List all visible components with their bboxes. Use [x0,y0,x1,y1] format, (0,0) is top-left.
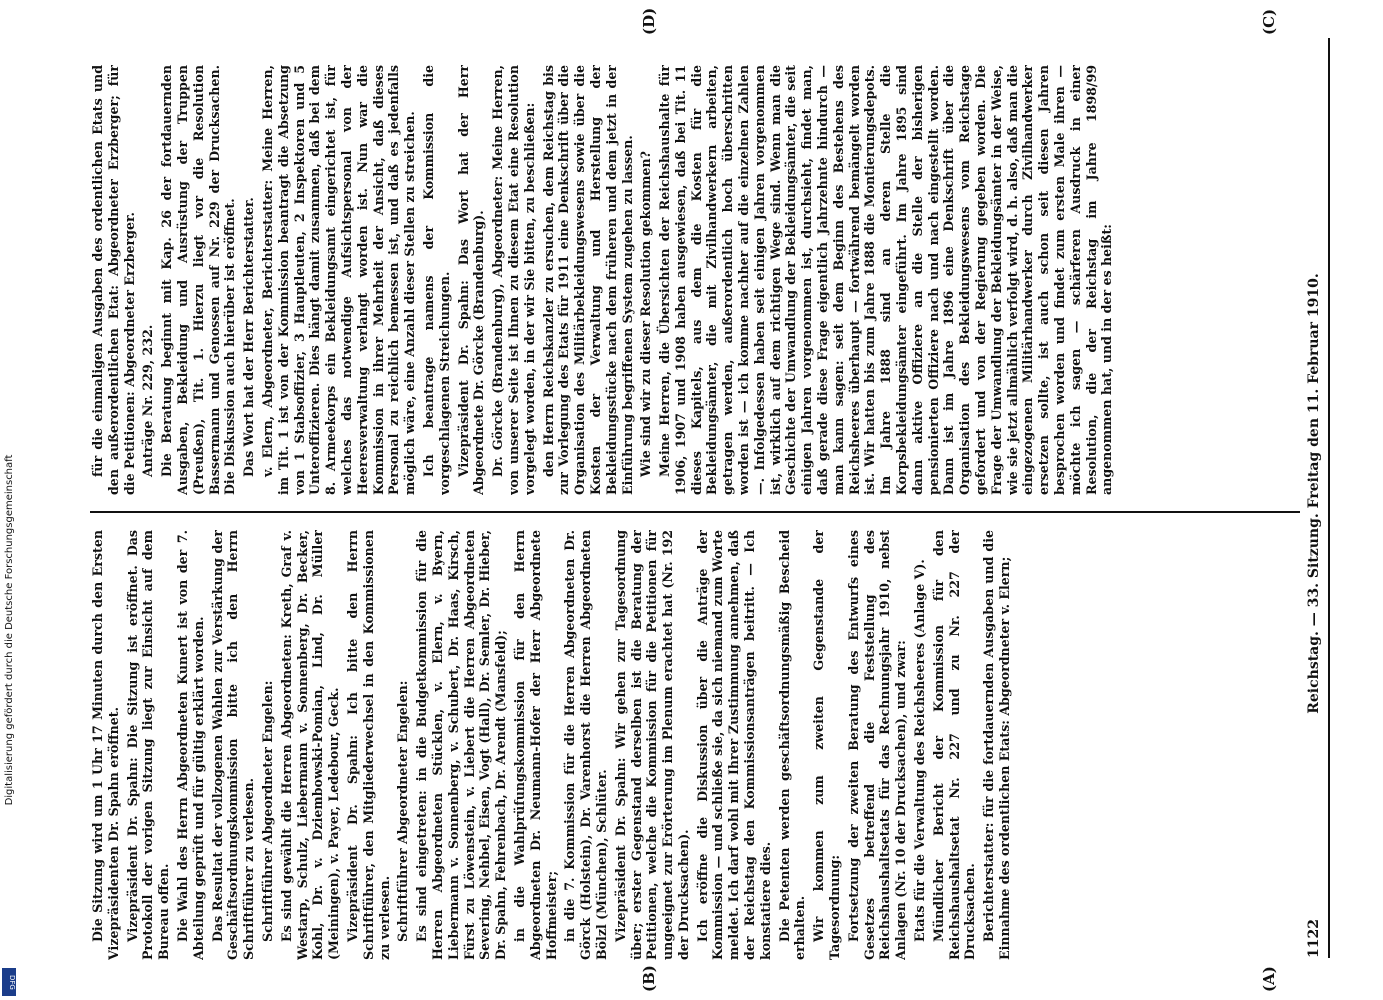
page-number: 1122 [1306,919,1322,958]
paragraph: Schriftführer Abgeordneter Engelen: [395,680,411,942]
margin-mark-c: (C) [1260,8,1278,35]
paragraph: Die Wahl des Herrn Abgeordneten Kunert ist von der 7. Abteilung geprüft und für gültig erklärt worden. [174,530,206,960]
paragraph: Wie sind wir zu dieser Resolution gekommen? [638,151,654,477]
paragraph: in die 7. Kommission für die Herren Abgeordneten Dr. Görck (Holstein), Dr. Varenhorst die Herren Abgeordneten Bölzl (München), Schlüter. [562,530,609,960]
margin-mark-a: (A) [1260,966,1278,992]
paragraph: Vizepräsident Dr. Spahn: Wir gehen zur Tagesordnung über; erster Gegenstand derselben ist die Beratung der Petitionen, welche die Kommission für die Petitionen für ungeeignet zur Erörterung im Plenum erachtet hat (Nr. 192 der Drucksachen). [612,530,691,960]
paragraph: Es sind gewählt die Herren Abgeordneten: Kreth, Graf v. Westarp, Schulz, Liebermann v. Sonnenberg, Dr. Becker, Kohl, Dr. v. Dziembowski-Pomian, Lind, Dr. Müller (Meiningen), v. Payer, Ledebour, Geck. [278,530,342,960]
paragraph: Meine Herren, die Übersichten der Reichshaushalte für 1906, 1907 und 1908 haben ausgewiesen, daß bei Tit. 11 dieses Kapitels, aus dem die Kosten für die Bekleidungsämter, die mit Zivilhandwerkern arbeiten, getragen werden, außerordentlich hoch überschritten worden ist — ich komme nachher auf die einzelnen Zahlen —. Infolgedessen haben seit einigen Jahren vorgenommen ist, wirklich auf dem richtigen Wege sind. Wenn man die Geschichte der Umwandlung der Bekleidungsämter, die seit einigen Jahren vorgenommen ist, durchsieht, findet man, daß gerade diese Frage eigentlich Jahrzehnte hindurch — man kann sagen: seit dem Beginn des Bestehens des Reichsheeres überhaupt — fortwährend bemängelt worden ist. Wir hatten bis zum Jahre 1888 die Montierungsdepots. Im Jahre 1888 sind an deren Stelle die Korpsbekleidungsämter eingeführt. Im Jahre 1895 sind dann aktive Offiziere an die Stelle der bisherigen pensionierten Offiziere nach und nach eingestellt worden. Dann ist im Jahre 1896 eine Denkschrift über die Organisation des Bekleidungswesens vom Reichstage gefordert und von der Regierung gegeben worden. Die Frage der Umwandlung der Bekleidungsämter in der Weise, wie sie jetzt allmählich verfolgt wird, d. h. also, daß man die eingezogenen Militärhandwerker durch Zivilhandwerker ersetzen sollte, ist auch schon seit diesen Jahren besprochen worden und findet zum ersten Male ihren — möchte ich sagen — schärferen Ausdruck in einer Resolution, die der Reichstag im Jahre 1898/99 angenommen hat, und in der es heißt: [657,65,1115,495]
credit-text: Digitalisierung gefördert durch die Deutsche Forschungsgemeinschaft [4,454,15,806]
paragraph: Vizepräsident Dr. Spahn: Die Sitzung ist eröffnet. Das Protokoll der vorigen Sitzung liegt zur Einsicht auf dem Bureau offen. [124,530,172,960]
paragraph: Es sind eingetreten: in die Budgetkommission für die Herren Abgeordneten Stücklen, v. Elern, v. Byern, Liebermann v. Sonnenberg, v. Schubert, Dr. Haas, Kirsch, Fürst zu Löwenstein, v. Liebert die Herren Abgeordneten Severing, Nehbel, Eisen, Vogt (Hall), Dr. Semler, Dr. Hieber, Dr. Spahn, Fehrenbach, Dr. Arendt (Mansfeld); [414,530,509,960]
paragraph: Dr. Görcke (Brandenburg), Abgeordneter: Meine Herren, von unserer Seite ist Ihnen zu diesem Etat eine Resolution vorgelegt worden, in der wir Sie bitten, zu beschließen: [490,65,537,495]
page-header [1290,38,1330,958]
paragraph: Schriftführer Abgeordneter Engelen: [259,680,275,942]
paragraph: Mündlicher Bericht der Kommission für den Reichshaushaltsetat Nr. 227 und zu Nr. 227 der Drucksachen. [930,530,978,960]
paragraph: Etats für die Verwaltung des Reichsheeres (Anlage V). [912,559,928,942]
paragraph: Anträge Nr. 229, 232. [140,324,156,477]
paragraph: Berichterstatter: für die fortdauernden Ausgaben und die Einnahme des ordentlichen Etats: Abgeordneter v. Elern; [981,530,1013,960]
paragraph: Die Petenten werden geschäftsordnungsmäßig Bescheid erhalten. [776,530,808,960]
paragraph: Fortsetzung der zweiten Beratung des Entwurfs eines Gesetzes betreffend die Feststellung des Reichshaushaltsetats für das Rechnungsjahr 1910, nebst Anlagen (Nr. 10 der Drucksachen), und zwar: [845,530,909,960]
column-divider [90,511,1300,513]
paragraph: in die Wahlprüfungskommission für den Herrn Abgeordneten Dr. Neumann-Hofer der Herr Abgeordnete Hoffmeister; [511,530,559,960]
right-column [90,65,1280,495]
paragraph: Wir kommen zum zweiten Gegenstande der Tagesordnung: [811,530,843,960]
paragraph: Vizepräsident Dr. Spahn: Ich bitte den Herrn Schriftführer, den Mitgliederwechsel in den Kommissionen zu verlesen. [344,530,392,960]
dfg-logo: DFG [2,968,16,996]
paragraph: Ich beantrage namens der Kommission die vorgeschlagenen Streichungen. [420,65,452,495]
margin-mark-b: (B) [640,965,658,992]
paragraph: Vizepräsident Dr. Spahn: Das Wort hat der Herr Abgeordnete Dr. Görcke (Brandenburg). [455,65,487,495]
paragraph: den Herrn Reichskanzler zu ersuchen, dem Reichstag bis zur Vorlegung des Etats für 1911 eine Denkschrift über die Organisation des Militärbekleidungswesens sowie über die Kosten der Verwaltung und Herstellung der Bekleidungsstücke nach dem früheren und dem jetzt in der Einführung begriffenen System zugehen zu lassen. [540,65,635,495]
paragraph: Die Beratung beginnt mit Kap. 26 der fortdauernden Ausgaben, Bekleidung und Ausrüstung der Truppen (Preußen), Tit. 1. Hierzu liegt vor die Resolution Bassermann und Genossen auf Nr. 229 der Drucksachen. Die Diskussion auch hierüber ist eröffnet. [159,65,238,495]
left-column [90,530,1280,960]
margin-mark-d: (D) [640,7,658,35]
paragraph: v. Elern, Abgeordneter, Berichterstatter: Meine Herren, im Tit. 1 ist von der Kommission beantragt die Absetzung von 1 Stabsoffizier, 3 Hauptleuten, 2 Inspektoren und 5 Unteroffizieren. Dies hängt damit zusammen, daß bei dem 8. Armeekorps ein Bekleidungsamt eingerichtet ist, für welches das notwendige Aufsichtspersonal von der Heeresverwaltung verlangt worden ist. Nun war die Kommission in ihrer Mehrheit der Ansicht, daß dieses Personal zu reichlich bemessen ist, und daß es jedenfalls möglich wäre, eine Anzahl dieser Stellen zu streichen. [259,65,418,495]
page-title: Reichstag. — 33. Sitzung. Freitag den 11. Februar 1910. [1306,273,1322,714]
paragraph: Das Resultat der vollzogenen Wahlen zur Verstärkung der Geschäftsordnungskommission bitte ich den Herrn Schriftführer zu verlesen. [209,530,257,960]
paragraph: Die Sitzung wird um 1 Uhr 17 Minuten durch den Ersten Vizepräsidenten Dr. Spahn eröffnet. [90,530,121,960]
paragraph: Ich eröffne die Diskussion über die Anträge der Kommission — und schließe sie, da sich niemand zum Worte meldet. Ich darf wohl mit Ihrer Zustimmung annehmen, daß der Reichstag den Kommissionsanträgen beitritt. — Ich konstatiere dies. [694,530,773,960]
paragraph: Das Wort hat der Herr Berichterstatter. [241,197,257,477]
paragraph: für die einmaligen Ausgaben des ordentlichen Etats und den außerordentlichen Etat: Abgeordneter Erzberger; für die Petitionen: Abgeordneter Erzberger. [90,65,137,495]
